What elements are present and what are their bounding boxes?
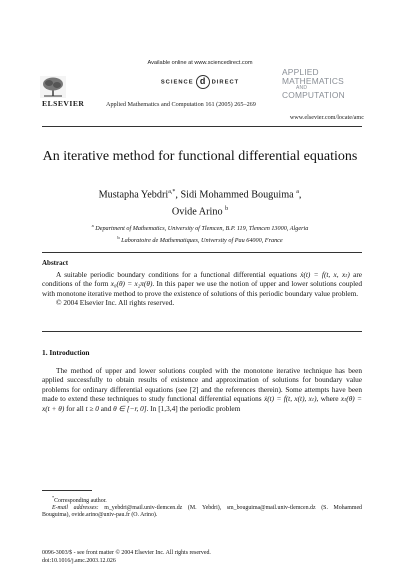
affiliations	[0, 221, 400, 245]
sd-logo-right: DIRECT	[211, 79, 240, 86]
journal-citation: Applied Mathematics and Computation 161 (2005) 265–269	[106, 101, 256, 108]
footnote-text: Corresponding author.	[54, 497, 107, 504]
copyright-text: © 2004 Elsevier Inc. All rights reserved.	[56, 298, 175, 308]
section-heading-introduction: 1. Introduction	[42, 348, 90, 357]
affiliation-text: Department of Mathematics, University of Tlemcen, B.P. 119, Tlemcen 13000, Algeria	[95, 225, 309, 233]
author-mark: a	[296, 189, 299, 195]
footnote-rule	[42, 490, 92, 491]
available-online-text: Available online at www.sciencedirect.com	[147, 60, 253, 66]
intro-equation: ẋ(t) = f(t, x(t), xₜ)	[263, 394, 317, 404]
journal-logo	[282, 68, 360, 100]
affiliation-mark: a	[91, 223, 94, 228]
email-text[interactable]: m_yebdri@mail.univ-tlemcen.dz (M. Yebdri), sm_bouguima@mail.univ-tlemcen.dz (S. Mohammed Bouguima), ovide.arino@univ-pau.fr (O. Arino).	[42, 505, 363, 519]
abstract-equation: ẋ(t) = f(t, x, xₜ)	[300, 270, 350, 279]
header-divider	[42, 126, 362, 127]
intro-text: The method of upper and lower solutions coupled with the monotone iterative technique has been applied successfully to obtain results of existence and approximation of solutions for boundary value problems for ordinary differential equations (see [2] and the references therein). Some attempts have been made to extend these techniques to study functional differential equations	[42, 366, 362, 404]
intro-text: and	[98, 403, 114, 413]
sd-logo-at-icon: d	[196, 75, 210, 89]
abstract-paragraph	[42, 270, 362, 298]
issn-line: 0096-3003/$ - see front matter © 2004 Elsevier Inc. All rights reserved.	[42, 550, 211, 556]
footnote	[42, 494, 362, 520]
intro-equation: xₜ(θ) = x(t + θ)	[42, 394, 362, 413]
paper-title: An iterative method for functional differential equations	[42, 149, 358, 164]
intro-equation: t ≥ 0	[85, 403, 99, 413]
abstract-heading: Abstract	[42, 259, 69, 267]
abstract-equation: x₀(θ) = x₂π(θ)	[110, 279, 153, 289]
abstract-text: A suitable periodic boundary conditions for a functional differential equations	[56, 270, 301, 279]
abstract-top-rule	[42, 252, 362, 253]
doi-line[interactable]: doi:10.1016/j.amc.2003.12.026	[42, 558, 116, 564]
author-name: , Sidi Mohammed Bouguima	[175, 189, 294, 201]
affiliation-text: Laboratoire de Mathematiques, University of Pau 64000, France	[121, 237, 283, 245]
intro-equation: θ ∈ [−r, 0]	[113, 403, 147, 413]
journal-logo-line: COMPUTATION	[282, 90, 345, 101]
author-name: Ovide Arino	[171, 206, 223, 218]
publisher-name: ELSEVIER	[42, 99, 85, 108]
author-line-1	[0, 185, 400, 202]
journal-url[interactable]: www.elsevier.com/locate/amc	[289, 114, 364, 121]
intro-text: , where	[316, 394, 341, 404]
intro-text: . In [1,3,4] the periodic problem	[146, 403, 241, 413]
abstract-text: . In this paper we use the notion of upper and lower solutions coupled with monotone iterative method to prove the existence of solutions of this periodic boundary value problem.	[42, 279, 362, 298]
elsevier-tree-icon	[40, 76, 66, 98]
journal-logo-line: AND	[296, 85, 308, 92]
sd-logo-left: SCIENCE	[160, 79, 194, 86]
author-mark: a,*	[168, 189, 176, 195]
author-name: Mustapha Yebdri	[98, 189, 169, 201]
abstract-text: are conditions of the form	[42, 270, 362, 289]
author-line-2	[0, 202, 400, 219]
journal-logo-line: APPLIED	[282, 67, 319, 77]
sciencedirect-logo	[150, 75, 250, 89]
front-matter	[42, 549, 362, 565]
affiliation-a	[0, 221, 400, 233]
footnote-mark: *	[52, 495, 55, 500]
author-sep: ,	[298, 189, 302, 201]
introduction-body	[42, 366, 362, 413]
abstract-copyright	[42, 298, 362, 307]
author-list	[0, 185, 400, 220]
footnote-corresponding	[42, 494, 362, 505]
email-label: E-mail addresses:	[52, 505, 99, 512]
intro-text: for all	[64, 403, 86, 413]
abstract-body	[42, 270, 362, 308]
journal-logo-line: MATHEMATICS	[282, 75, 344, 86]
footnote-emails[interactable]	[42, 505, 362, 519]
author-mark: b	[225, 206, 229, 213]
abstract-bottom-rule	[42, 331, 362, 332]
affiliation-mark: b	[117, 235, 120, 241]
affiliation-b	[0, 233, 400, 245]
